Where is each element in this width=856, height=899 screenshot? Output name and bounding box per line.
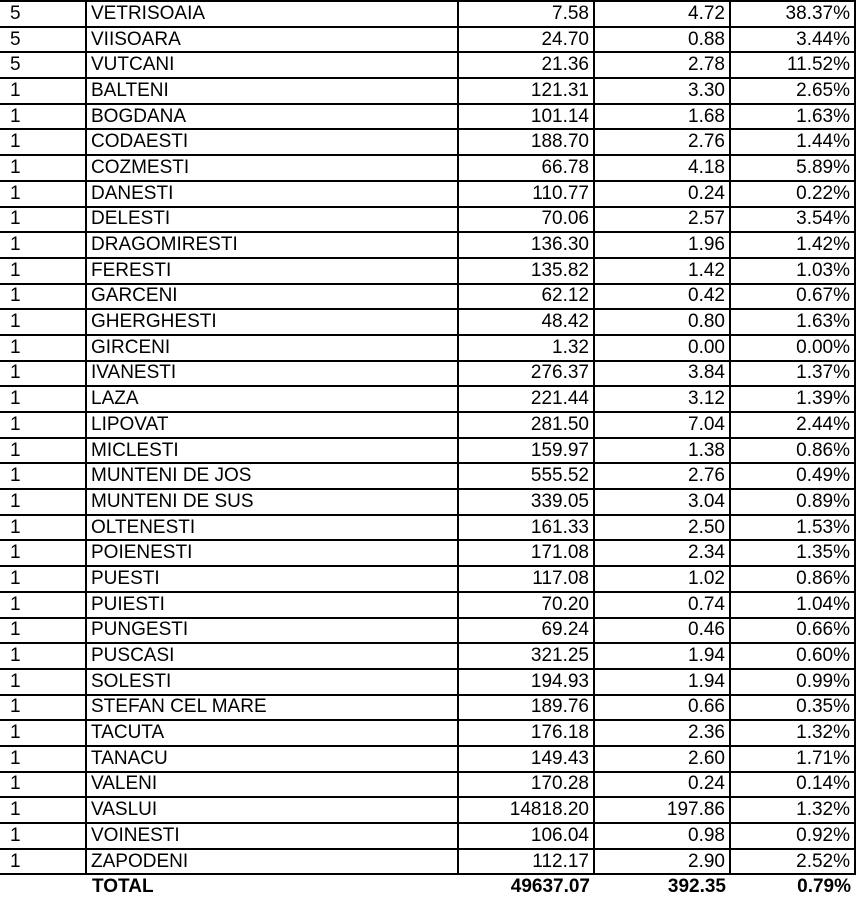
percent-cell: 1.32%	[730, 720, 855, 746]
area-cell: 339.05	[458, 489, 594, 515]
value-cell: 0.66	[594, 695, 730, 721]
table-row	[0, 284, 855, 310]
name-cell: FERESTI	[86, 258, 458, 284]
area-cell: 281.50	[458, 412, 594, 438]
total-value: 392.35	[667, 876, 726, 898]
table-row	[0, 669, 855, 695]
name-cell: GHERGHESTI	[86, 309, 458, 335]
area-cell: 221.44	[458, 386, 594, 412]
value-cell: 3.04	[594, 489, 730, 515]
class-cell: 1	[0, 258, 86, 284]
class-cell: 1	[0, 772, 86, 798]
table-row	[0, 643, 855, 669]
area-cell: 555.52	[458, 463, 594, 489]
value-cell: 4.72	[594, 1, 730, 27]
area-cell: 1.32	[458, 335, 594, 361]
name-cell: POIENESTI	[86, 540, 458, 566]
area-cell: 121.31	[458, 78, 594, 104]
percent-cell: 1.42%	[730, 232, 855, 258]
percent-cell: 0.86%	[730, 566, 855, 592]
table-row	[0, 592, 855, 618]
value-cell: 0.46	[594, 618, 730, 644]
area-cell: 110.77	[458, 181, 594, 207]
value-cell: 2.34	[594, 540, 730, 566]
table-row	[0, 309, 855, 335]
percent-cell: 0.86%	[730, 438, 855, 464]
percent-cell: 0.00%	[730, 335, 855, 361]
area-cell: 69.24	[458, 618, 594, 644]
table-row	[0, 52, 855, 78]
area-cell: 136.30	[458, 232, 594, 258]
class-cell: 1	[0, 540, 86, 566]
class-cell: 1	[0, 849, 86, 875]
value-cell: 2.78	[594, 52, 730, 78]
percent-cell: 0.60%	[730, 643, 855, 669]
value-cell: 0.88	[594, 27, 730, 53]
area-cell: 66.78	[458, 155, 594, 181]
name-cell: TACUTA	[86, 720, 458, 746]
value-cell: 0.42	[594, 284, 730, 310]
name-cell: VETRISOAIA	[86, 1, 458, 27]
class-cell: 1	[0, 155, 86, 181]
class-cell: 1	[0, 412, 86, 438]
name-cell: ZAPODENI	[86, 849, 458, 875]
total-class-cell	[0, 874, 86, 899]
area-cell: 321.25	[458, 643, 594, 669]
name-cell: MUNTENI DE JOS	[86, 463, 458, 489]
name-cell: MICLESTI	[86, 438, 458, 464]
class-cell: 1	[0, 797, 86, 823]
name-cell: IVANESTI	[86, 361, 458, 387]
table-row	[0, 361, 855, 387]
area-cell: 48.42	[458, 309, 594, 335]
class-cell: 1	[0, 207, 86, 233]
name-cell: PUESTI	[86, 566, 458, 592]
class-cell: 1	[0, 823, 86, 849]
value-cell: 0.98	[594, 823, 730, 849]
table-row	[0, 746, 855, 772]
class-cell: 1	[0, 438, 86, 464]
class-cell: 1	[0, 463, 86, 489]
name-cell: LIPOVAT	[86, 412, 458, 438]
table-row	[0, 335, 855, 361]
total-row	[0, 874, 855, 899]
value-cell: 3.84	[594, 361, 730, 387]
area-cell: 7.58	[458, 1, 594, 27]
table-row	[0, 155, 855, 181]
percent-cell: 2.65%	[730, 78, 855, 104]
value-cell: 1.02	[594, 566, 730, 592]
value-cell: 3.30	[594, 78, 730, 104]
class-cell: 1	[0, 592, 86, 618]
percent-cell: 1.35%	[730, 540, 855, 566]
table-row	[0, 412, 855, 438]
table-row	[0, 438, 855, 464]
table-row	[0, 386, 855, 412]
table-row	[0, 515, 855, 541]
value-cell: 1.94	[594, 669, 730, 695]
class-cell: 5	[0, 52, 86, 78]
class-cell: 1	[0, 746, 86, 772]
name-cell: LAZA	[86, 386, 458, 412]
name-cell: SOLESTI	[86, 669, 458, 695]
value-cell: 1.68	[594, 104, 730, 130]
value-cell: 0.80	[594, 309, 730, 335]
area-cell: 62.12	[458, 284, 594, 310]
percent-cell: 2.44%	[730, 412, 855, 438]
name-cell: VASLUI	[86, 797, 458, 823]
class-cell: 1	[0, 669, 86, 695]
percent-cell: 38.37%	[730, 1, 855, 27]
name-cell: TANACU	[86, 746, 458, 772]
value-cell: 1.96	[594, 232, 730, 258]
table-row	[0, 823, 855, 849]
name-cell: VOINESTI	[86, 823, 458, 849]
value-cell: 2.76	[594, 129, 730, 155]
value-cell: 2.60	[594, 746, 730, 772]
percent-cell: 2.52%	[730, 849, 855, 875]
table-row	[0, 566, 855, 592]
value-cell: 2.76	[594, 463, 730, 489]
class-cell: 5	[0, 1, 86, 27]
class-cell: 1	[0, 361, 86, 387]
class-cell: 1	[0, 618, 86, 644]
value-cell: 2.50	[594, 515, 730, 541]
area-cell: 189.76	[458, 695, 594, 721]
area-cell: 194.93	[458, 669, 594, 695]
percent-cell: 1.63%	[730, 309, 855, 335]
area-cell: 21.36	[458, 52, 594, 78]
value-cell: 3.12	[594, 386, 730, 412]
table-row	[0, 104, 855, 130]
area-cell: 112.17	[458, 849, 594, 875]
value-cell: 0.74	[594, 592, 730, 618]
class-cell: 5	[0, 27, 86, 53]
class-cell: 1	[0, 335, 86, 361]
value-cell: 1.42	[594, 258, 730, 284]
area-cell: 24.70	[458, 27, 594, 53]
area-cell: 170.28	[458, 772, 594, 798]
table-row	[0, 232, 855, 258]
percent-cell: 1.63%	[730, 104, 855, 130]
value-cell: 2.57	[594, 207, 730, 233]
name-cell: CODAESTI	[86, 129, 458, 155]
percent-cell: 0.66%	[730, 618, 855, 644]
percent-cell: 0.89%	[730, 489, 855, 515]
name-cell: MUNTENI DE SUS	[86, 489, 458, 515]
percent-cell: 3.44%	[730, 27, 855, 53]
percent-cell: 3.54%	[730, 207, 855, 233]
name-cell: GARCENI	[86, 284, 458, 310]
percent-cell: 1.04%	[730, 592, 855, 618]
total-percent: 0.79%	[797, 876, 851, 898]
name-cell: VUTCANI	[86, 52, 458, 78]
name-cell: DANESTI	[86, 181, 458, 207]
table-row	[0, 129, 855, 155]
value-cell: 0.24	[594, 772, 730, 798]
class-cell: 1	[0, 104, 86, 130]
area-cell: 70.06	[458, 207, 594, 233]
percent-cell: 0.99%	[730, 669, 855, 695]
percent-cell: 1.71%	[730, 746, 855, 772]
total-area: 49637.07	[510, 876, 590, 898]
name-cell: DRAGOMIRESTI	[86, 232, 458, 258]
table-row	[0, 618, 855, 644]
table-row	[0, 258, 855, 284]
table-row	[0, 207, 855, 233]
name-cell: GIRCENI	[86, 335, 458, 361]
value-cell: 1.38	[594, 438, 730, 464]
table-body	[0, 1, 855, 874]
class-cell: 1	[0, 78, 86, 104]
percent-cell: 0.67%	[730, 284, 855, 310]
value-cell: 2.90	[594, 849, 730, 875]
class-cell: 1	[0, 129, 86, 155]
percent-cell: 0.14%	[730, 772, 855, 798]
name-cell: BOGDANA	[86, 104, 458, 130]
area-cell: 276.37	[458, 361, 594, 387]
total-label: TOTAL	[92, 876, 154, 898]
area-cell: 117.08	[458, 566, 594, 592]
class-cell: 1	[0, 181, 86, 207]
table-row	[0, 772, 855, 798]
name-cell: PUNGESTI	[86, 618, 458, 644]
value-cell: 0.24	[594, 181, 730, 207]
class-cell: 1	[0, 284, 86, 310]
percent-cell: 1.44%	[730, 129, 855, 155]
area-cell: 188.70	[458, 129, 594, 155]
value-cell: 7.04	[594, 412, 730, 438]
class-cell: 1	[0, 232, 86, 258]
percent-cell: 1.37%	[730, 361, 855, 387]
area-cell: 171.08	[458, 540, 594, 566]
area-cell: 70.20	[458, 592, 594, 618]
name-cell: OLTENESTI	[86, 515, 458, 541]
class-cell: 1	[0, 386, 86, 412]
table-row	[0, 78, 855, 104]
name-cell: STEFAN CEL MARE	[86, 695, 458, 721]
name-cell: PUIESTI	[86, 592, 458, 618]
class-cell: 1	[0, 489, 86, 515]
name-cell: PUSCASI	[86, 643, 458, 669]
percent-cell: 0.35%	[730, 695, 855, 721]
table-row	[0, 849, 855, 875]
name-cell: DELESTI	[86, 207, 458, 233]
area-cell: 176.18	[458, 720, 594, 746]
table-row	[0, 1, 855, 27]
name-cell: BALTENI	[86, 78, 458, 104]
table-row	[0, 489, 855, 515]
class-cell: 1	[0, 566, 86, 592]
percent-cell: 5.89%	[730, 155, 855, 181]
area-cell: 159.97	[458, 438, 594, 464]
percent-cell: 1.32%	[730, 797, 855, 823]
area-cell: 14818.20	[458, 797, 594, 823]
class-cell: 1	[0, 695, 86, 721]
percent-cell: 0.22%	[730, 181, 855, 207]
percent-cell: 0.49%	[730, 463, 855, 489]
table-row	[0, 720, 855, 746]
area-cell: 101.14	[458, 104, 594, 130]
value-cell: 1.94	[594, 643, 730, 669]
table-row	[0, 797, 855, 823]
value-cell: 2.36	[594, 720, 730, 746]
name-cell: COZMESTI	[86, 155, 458, 181]
value-cell: 4.18	[594, 155, 730, 181]
class-cell: 1	[0, 515, 86, 541]
area-cell: 135.82	[458, 258, 594, 284]
table-row	[0, 27, 855, 53]
table-row	[0, 695, 855, 721]
name-cell: VALENI	[86, 772, 458, 798]
table-row	[0, 181, 855, 207]
value-cell: 197.86	[594, 797, 730, 823]
area-cell: 106.04	[458, 823, 594, 849]
table-row	[0, 463, 855, 489]
percent-cell: 11.52%	[730, 52, 855, 78]
class-cell: 1	[0, 309, 86, 335]
class-cell: 1	[0, 720, 86, 746]
percent-cell: 1.39%	[730, 386, 855, 412]
table-row	[0, 540, 855, 566]
percent-cell: 1.53%	[730, 515, 855, 541]
percent-cell: 0.92%	[730, 823, 855, 849]
area-cell: 149.43	[458, 746, 594, 772]
percent-cell: 1.03%	[730, 258, 855, 284]
name-cell: VIISOARA	[86, 27, 458, 53]
value-cell: 0.00	[594, 335, 730, 361]
class-cell: 1	[0, 643, 86, 669]
area-cell: 161.33	[458, 515, 594, 541]
